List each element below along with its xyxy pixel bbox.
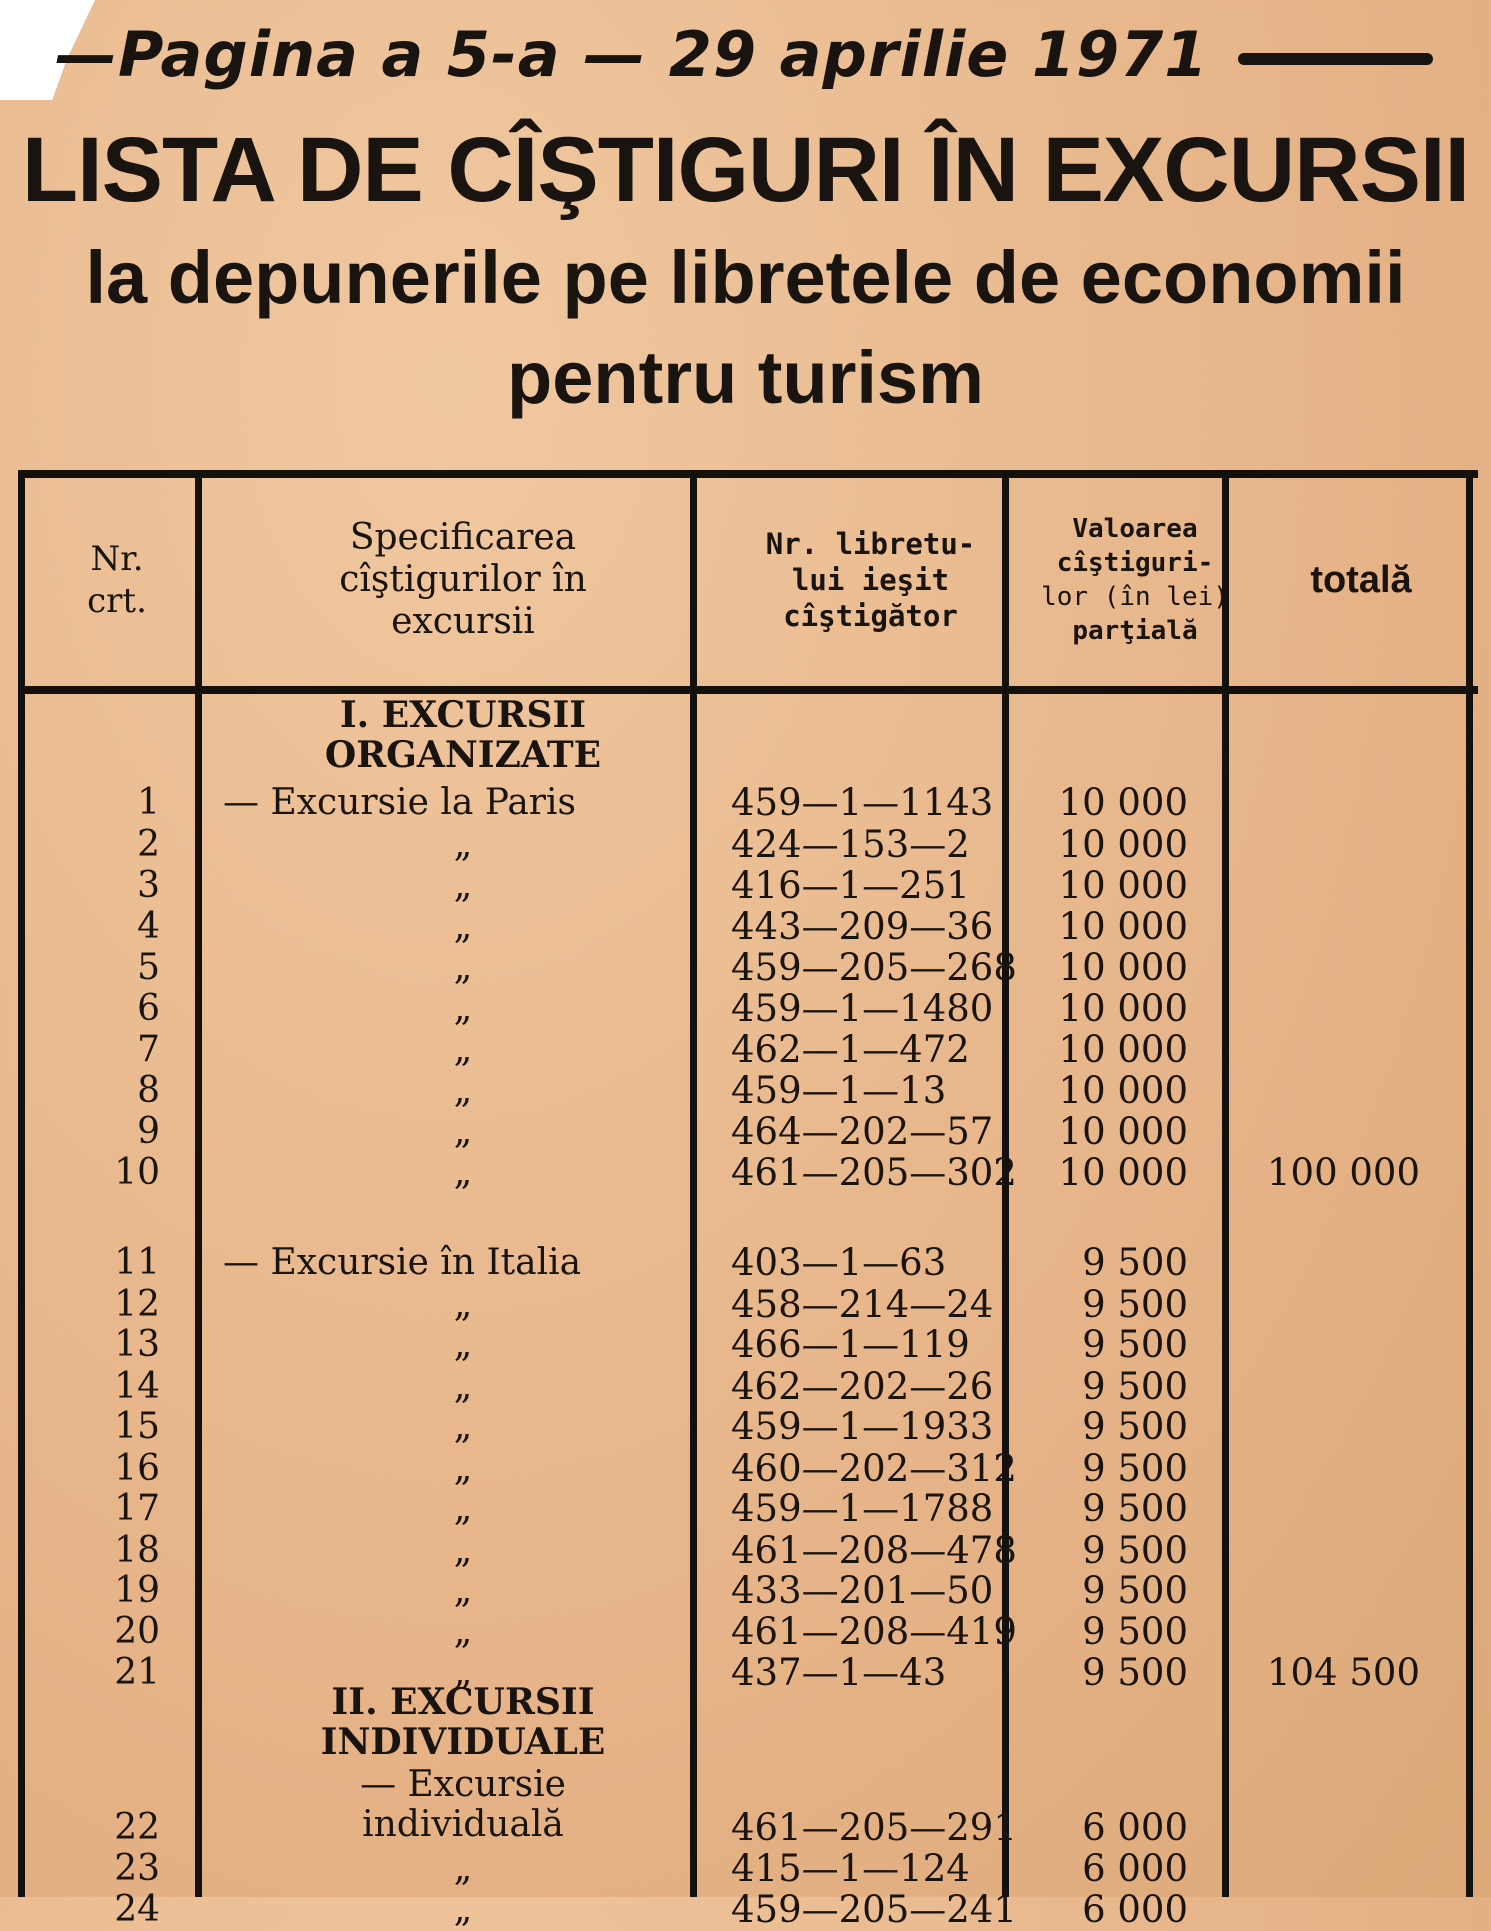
row-libret-number: 458—214—24: [731, 1283, 994, 1326]
row-value-partial: 9 500: [1082, 1651, 1188, 1694]
row-number: 13: [114, 1324, 160, 1365]
row-libret-number: 443—209—36: [731, 905, 994, 948]
table-row: [18, 866, 1478, 906]
section-title-line: INDIVIDUALE: [320, 1721, 606, 1763]
table-row: [18, 783, 1478, 823]
table-row: [18, 907, 1478, 947]
table-row: [18, 1808, 1478, 1848]
header-spec-line: Specificarea: [349, 517, 577, 558]
row-libret-number: 459—1—1788: [731, 1487, 994, 1530]
row-value-total: 104 500: [1266, 1651, 1420, 1694]
section-individuale: [218, 1682, 708, 1762]
page-date-text: —Pagina a 5-a — 29 aprilie 1971: [55, 18, 1209, 91]
row-value-partial: 9 500: [1082, 1569, 1188, 1612]
row-libret-number: 466—1—119: [731, 1323, 970, 1366]
row-number: 7: [137, 1029, 160, 1070]
spec-line: — Excursie: [360, 1764, 566, 1805]
row-number: 12: [114, 1284, 160, 1325]
header-spec-line: cîştigurilor în: [339, 559, 587, 600]
spec-line: individuală: [362, 1804, 564, 1845]
row-libret-number: 403—1—63: [731, 1241, 947, 1284]
row-value-partial: 10 000: [1058, 781, 1188, 824]
row-value-partial: 6 000: [1082, 1806, 1188, 1849]
row-value-partial: 10 000: [1058, 1028, 1188, 1071]
row-number: 9: [137, 1111, 160, 1152]
table-row: [18, 1243, 1478, 1283]
section-title-line: I. EXCURSII: [339, 694, 587, 736]
row-number: 2: [137, 824, 160, 865]
subtitle-line-2: pentru turism: [507, 336, 984, 419]
row-value-partial: 9 500: [1082, 1487, 1188, 1530]
row-libret-number: 416—1—251: [731, 864, 970, 907]
row-libret-number: 459—1—1143: [731, 781, 994, 824]
table-row: [18, 1285, 1478, 1325]
row-specification: „: [453, 1848, 473, 1889]
row-specification: „: [453, 1448, 473, 1489]
row-number: 16: [114, 1448, 160, 1489]
table-row: [18, 1489, 1478, 1529]
row-libret-number: 415—1—124: [731, 1847, 970, 1890]
row-number: 21: [114, 1652, 160, 1693]
table-row: [18, 1849, 1478, 1889]
header-valoare-line: cîştiguri-: [1056, 548, 1214, 578]
decorative-rule: [1238, 53, 1433, 65]
row-specification: „: [453, 1406, 473, 1447]
header-spec-line: excursii: [391, 601, 535, 642]
row-specification: „: [453, 1284, 473, 1325]
row-number: 6: [137, 988, 160, 1029]
row-value-partial: 9 500: [1082, 1365, 1188, 1408]
section-organizate: [218, 695, 708, 775]
row-number: 3: [137, 865, 160, 906]
header-nr-line: Nr.: [90, 539, 144, 579]
row-libret-number: 459—1—1933: [731, 1405, 994, 1448]
row-value-partial: 6 000: [1082, 1847, 1188, 1890]
row-number: 24: [114, 1889, 160, 1930]
row-libret-number: 464—202—57: [731, 1110, 994, 1153]
row-value-partial: 10 000: [1058, 987, 1188, 1030]
section-title-line: ORGANIZATE: [324, 734, 602, 776]
row-value-partial: 9 500: [1082, 1405, 1188, 1448]
header-valoare-line: parţială: [1072, 616, 1198, 646]
table-row: [18, 1153, 1478, 1193]
row-value-partial: 10 000: [1058, 1151, 1188, 1194]
header-libret-line: Nr. libretu-: [765, 527, 976, 561]
page-date-line: [55, 18, 1475, 108]
row-specification: „: [453, 1570, 473, 1611]
header-totala-text: totală: [1310, 558, 1412, 601]
row-value-total: 100 000: [1266, 1151, 1420, 1194]
header-valoare: [1030, 470, 1240, 690]
winnings-table: [18, 470, 1478, 1931]
row-number: 15: [114, 1406, 160, 1447]
table-row: [18, 989, 1478, 1029]
table-row: [18, 1367, 1478, 1407]
row-specification: — Excursie la Paris: [223, 782, 577, 823]
row-specification: „: [453, 1652, 473, 1693]
row-value-partial: 9 500: [1082, 1283, 1188, 1326]
row-specification: — Excursie în Italia: [223, 1242, 582, 1283]
row-value-partial: 9 500: [1082, 1529, 1188, 1572]
row-value-partial: 9 500: [1082, 1241, 1188, 1284]
row-specification: „: [453, 1324, 473, 1365]
row-number: 1: [137, 782, 160, 823]
row-number: 22: [114, 1807, 160, 1848]
row-libret-number: 460—202—312: [731, 1447, 1017, 1490]
table-row: [18, 1612, 1478, 1652]
row-value-partial: 6 000: [1082, 1888, 1188, 1931]
row-value-partial: 9 500: [1082, 1323, 1188, 1366]
table-row: [18, 1071, 1478, 1111]
page-title: LISTA DE CÎŞTIGURI ÎN EXCURSII: [21, 119, 1470, 221]
row-value-partial: 10 000: [1058, 864, 1188, 907]
row-value-partial: 10 000: [1058, 823, 1188, 866]
row-libret-number: 461—205—291: [731, 1806, 1017, 1849]
header-specificarea: [218, 470, 708, 690]
table-row: [18, 825, 1478, 865]
row-number: 5: [137, 947, 160, 988]
row-specification: „: [453, 824, 473, 865]
row-number: 19: [114, 1570, 160, 1611]
row-number: 18: [114, 1530, 160, 1571]
row-libret-number: 461—208—419: [731, 1610, 1017, 1653]
table-row: [18, 1571, 1478, 1611]
row-specification: „: [453, 1070, 473, 1111]
header-valoare-line: Valoarea: [1072, 514, 1198, 544]
row-number: 14: [114, 1366, 160, 1407]
row-specification: „: [453, 947, 473, 988]
row-libret-number: 459—205—268: [731, 946, 1017, 989]
subtitle-line-1: la depunerile pe libretele de economii: [85, 236, 1406, 319]
row-specification: „: [453, 1889, 473, 1930]
table-row: [18, 948, 1478, 988]
row-number: 4: [137, 906, 160, 947]
table-row: [18, 1030, 1478, 1070]
header-totala: [1250, 470, 1472, 690]
row-number: 17: [114, 1488, 160, 1529]
row-libret-number: 462—202—26: [731, 1365, 994, 1408]
row-libret-number: 433—201—50: [731, 1569, 994, 1612]
row-specification: „: [453, 1366, 473, 1407]
table-row: [18, 1890, 1478, 1930]
row-libret-number: 459—205—241: [731, 1888, 1017, 1931]
row-specification: „: [453, 988, 473, 1029]
row-value-partial: 9 500: [1082, 1447, 1188, 1490]
row-specification: „: [453, 1111, 473, 1152]
header-libret-line: lui ieşit: [791, 563, 950, 597]
row-specification: „: [453, 1530, 473, 1571]
section-title-line: II. EXCURSII: [331, 1681, 595, 1723]
table-row: [18, 1449, 1478, 1489]
table-row: [18, 1112, 1478, 1152]
row-value-partial: 10 000: [1058, 1069, 1188, 1112]
table-row: [18, 1653, 1478, 1693]
row-libret-number: 461—208—478: [731, 1529, 1017, 1572]
row-specification: „: [453, 865, 473, 906]
row-specification: „: [453, 906, 473, 947]
row-value-partial: 10 000: [1058, 946, 1188, 989]
row-value-partial: 10 000: [1058, 1110, 1188, 1153]
row-libret-number: 424—153—2: [731, 823, 970, 866]
row-libret-number: 437—1—43: [731, 1651, 947, 1694]
row-number: 8: [137, 1070, 160, 1111]
table-row: [18, 1407, 1478, 1447]
row-specification: „: [453, 1488, 473, 1529]
row-libret-number: 459—1—13: [731, 1069, 947, 1112]
header-valoare-line: lor (în lei): [1041, 582, 1229, 612]
row-libret-number: 461—205—302: [731, 1151, 1017, 1194]
row-value-partial: 9 500: [1082, 1610, 1188, 1653]
row-specification: „: [453, 1029, 473, 1070]
row-libret-number: 459—1—1480: [731, 987, 994, 1030]
table-row: [18, 1531, 1478, 1571]
row-number: 20: [114, 1611, 160, 1652]
header-libret-line: cîştigător: [783, 599, 958, 633]
header-libret: [718, 470, 1023, 690]
row-libret-number: 462—1—472: [731, 1028, 970, 1071]
header-nr: [26, 470, 208, 690]
row-number: 11: [114, 1242, 160, 1283]
table-row: [18, 1325, 1478, 1365]
header-nr-line: crt.: [87, 581, 147, 621]
row-value-partial: 10 000: [1058, 905, 1188, 948]
row-number: 10: [114, 1152, 160, 1193]
row-specification: „: [453, 1152, 473, 1193]
row-number: 23: [114, 1848, 160, 1889]
row-specification: „: [453, 1611, 473, 1652]
